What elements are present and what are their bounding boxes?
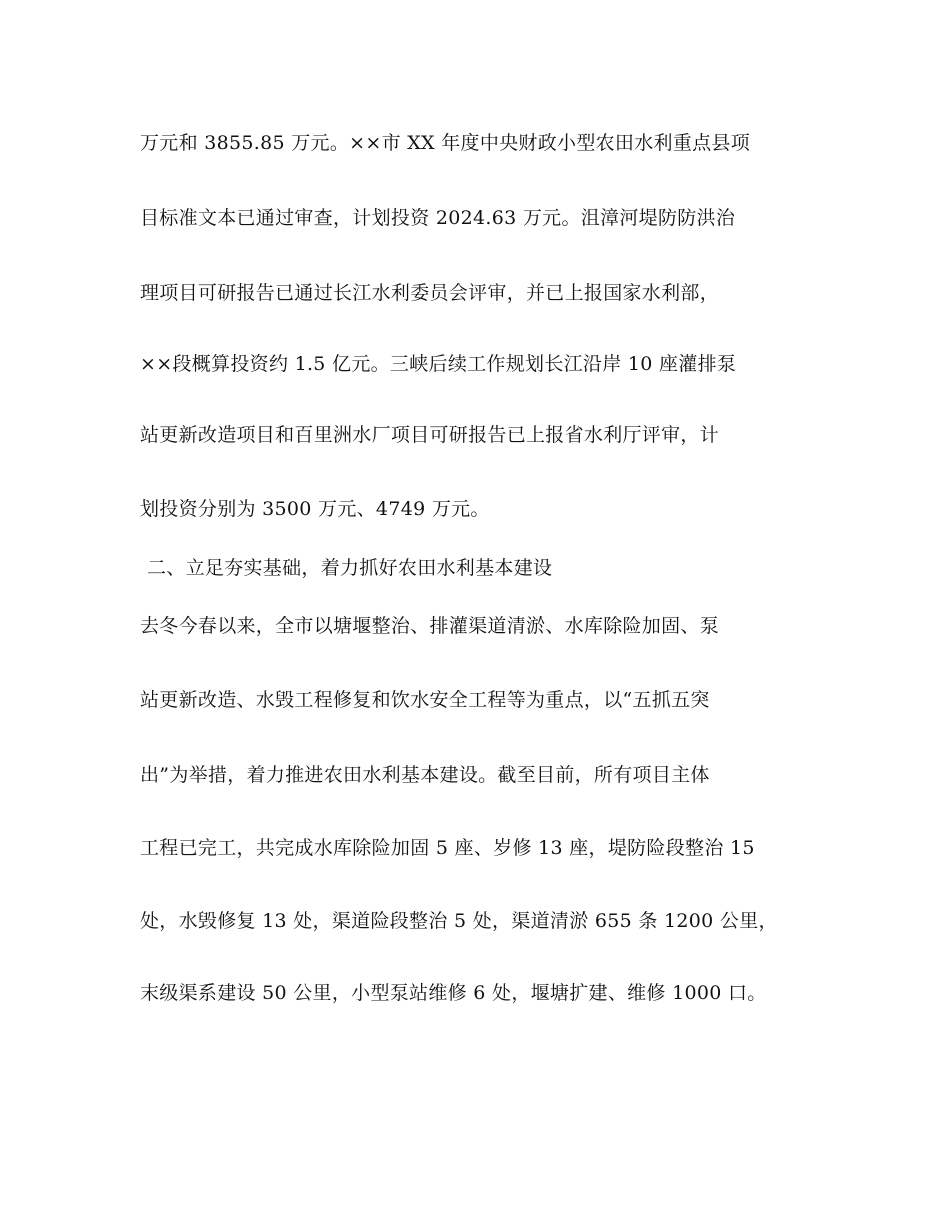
paragraph-2-line-1: 去冬今春以来，全市以塘堰整治、排灌渠道清淤、水库除险加固、泵	[140, 615, 720, 637]
paragraph-2-line-2: 站更新改造、水毁工程修复和饮水安全工程等为重点，以“五抓五突	[140, 689, 710, 711]
paragraph-2-line-6: 末级渠系建设 50 公里，小型泵站维修 6 处，堰塘扩建、维修 1000 口。	[140, 982, 767, 1004]
paragraph-1-line-4: ××段概算投资约 1.5 亿元。三峡后续工作规划长江沿岸 10 座灌排泵	[140, 353, 737, 375]
section-heading: 二、立足夯实基础，着力抓好农田水利基本建设	[147, 557, 553, 579]
paragraph-1-line-6: 划投资分别为 3500 万元、4749 万元。	[140, 498, 490, 520]
paragraph-2-line-4: 工程已完工，共完成水库除险加固 5 座、岁修 13 座，堤防险段整治 15	[140, 837, 755, 859]
paragraph-1-line-5: 站更新改造项目和百里洲水厂项目可研报告已上报省水利厅评审，计	[140, 424, 720, 446]
paragraph-1-line-3: 理项目可研报告已通过长江水利委员会评审，并已上报国家水利部，	[140, 282, 720, 304]
paragraph-1-line-2: 目标准文本已通过审查，计划投资 2024.63 万元。沮漳河堤防防洪治	[140, 207, 736, 229]
paragraph-2-line-5: 处，水毁修复 13 处，渠道险段整治 5 处，渠道清淤 655 条 1200 公里，	[140, 910, 778, 932]
paragraph-2-line-3: 出”为举措，着力推进农田水利基本建设。截至目前，所有项目主体	[140, 764, 710, 786]
paragraph-1-line-1: 万元和 3855.85 万元。××市 XX 年度中央财政小型农田水利重点县项	[140, 132, 751, 154]
